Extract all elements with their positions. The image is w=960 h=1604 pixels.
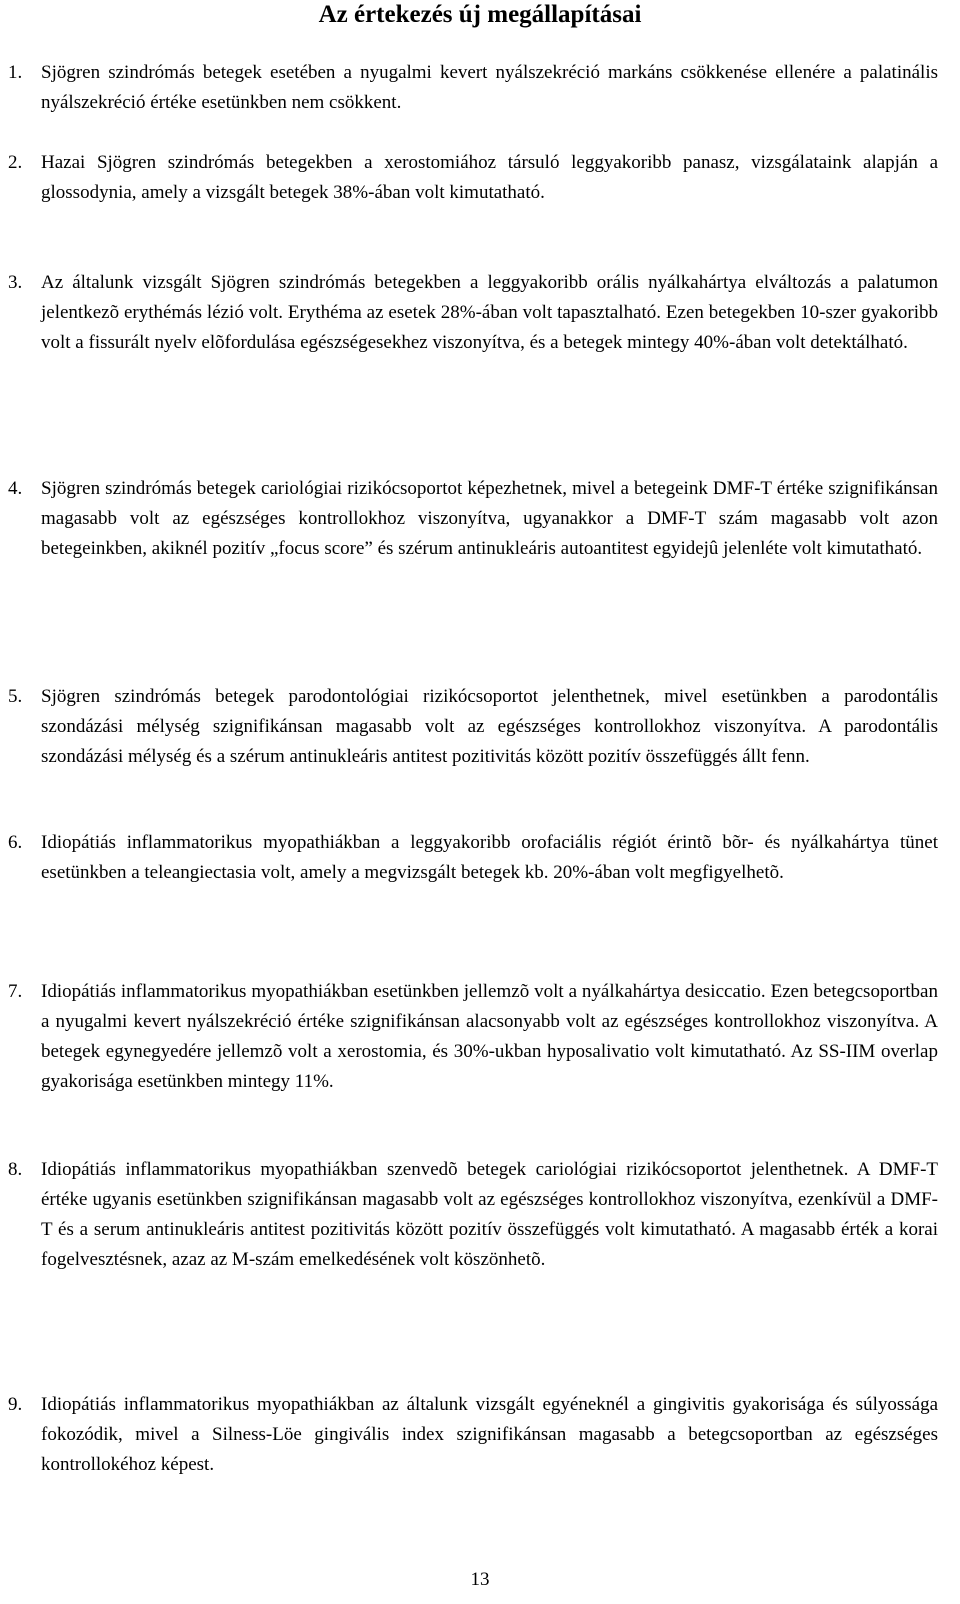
- item-text: Idiopátiás inflammatorikus myopathiákban az általunk vizsgált egyéneknél a gingivitis gyakorisága és súlyossága fokozódik, mivel a Silness-Löe gingivális index szignifikánsan magasabb a betegcsoportban az egészséges kontrollokéhoz képest.: [41, 1394, 938, 1475]
- item-text: Az általunk vizsgált Sjögren szindrómás betegekben a leggyakoribb orális nyálkahártya elváltozás a palatumon jelentkezõ erythémás lézió volt. Erythéma az esetek 28%-ában volt tapasztalható. Ezen betegekben 10-szer gyakoribb volt a fissurált nyelv elõfordulása egészségesekhez viszonyítva, és a betegek mintegy 40%-ában volt detektálható.: [41, 272, 938, 353]
- item-number: 1.: [8, 62, 23, 83]
- item-number: 2.: [8, 152, 23, 173]
- finding-item-1: [8, 58, 938, 118]
- item-text: Idiopátiás inflammatorikus myopathiákban szenvedõ betegek cariológiai rizikócsoportot jelenthetnek. A DMF-T értéke ugyanis esetünkben szignifikánsan magasabb volt az egészséges kontrollokhoz viszonyítva, ezenkívül a DMF-T és a serum antinukleáris antitest pozitivitás között pozitív összefüggés volt kimutatható. A magasabb érték a korai fogelvesztésnek, azaz az M-szám emelkedésének volt köszönhetõ.: [41, 1159, 938, 1270]
- item-text: Hazai Sjögren szindrómás betegekben a xerostomiához társuló leggyakoribb panasz, vizsgálataink alapján a glossodynia, amely a vizsgált betegek 38%-ában volt kimutatható.: [41, 152, 938, 203]
- item-text: Sjögren szindrómás betegek cariológiai rizikócsoportot képezhetnek, mivel a betegeink DMF-T értéke szignifikánsan magasabb volt az egészséges kontrollokhoz viszonyítva, ugyanakkor a DMF-T szám magasabb volt azon betegeinkben, akiknél pozitív „focus score” és szérum antinukleáris autoantitest egyidejû jelenléte volt kimutatható.: [41, 478, 938, 559]
- finding-item-8: [8, 1155, 938, 1275]
- item-number: 6.: [8, 832, 23, 853]
- item-text: Idiopátiás inflammatorikus myopathiákban a leggyakoribb orofaciális régiót érintõ bõr- és nyálkahártya tünet esetünkben a teleangiectasia volt, amely a megvizsgált betegek kb. 20%-ában volt megfigyelhetõ.: [41, 832, 938, 883]
- page-title: Az értekezés új megállapításai: [318, 1, 642, 28]
- finding-item-2: [8, 148, 938, 208]
- item-number: 8.: [8, 1159, 23, 1180]
- item-text: Sjögren szindrómás betegek esetében a nyugalmi kevert nyálszekréció markáns csökkenése ellenére a palatinális nyálszekréció értéke esetünkben nem csökkent.: [41, 62, 938, 113]
- finding-item-4: [8, 474, 938, 564]
- item-number: 7.: [8, 981, 23, 1002]
- item-number: 9.: [8, 1394, 23, 1415]
- item-number: 5.: [8, 686, 23, 707]
- finding-item-3: [8, 268, 938, 358]
- item-text: Sjögren szindrómás betegek parodontológiai rizikócsoportot jelenthetnek, mivel esetünkben a parodontális szondázási mélység szignifikánsan magasabb volt az egészséges kontrollokhoz viszonyítva. A parodontális szondázási mélység és a szérum antinukleáris antitest pozitivitás között pozitív összefüggés állt fenn.: [41, 686, 938, 767]
- item-number: 3.: [8, 272, 23, 293]
- finding-item-6: [8, 828, 938, 888]
- finding-item-7: [8, 977, 938, 1097]
- finding-item-5: [8, 682, 938, 772]
- finding-item-9: [8, 1390, 938, 1480]
- item-number: 4.: [8, 478, 23, 499]
- page-number: 13: [470, 1569, 490, 1590]
- item-text: Idiopátiás inflammatorikus myopathiákban esetünkben jellemzõ volt a nyálkahártya desiccatio. Ezen betegcsoportban a nyugalmi kevert nyálszekréció értéke szignifikánsan alacsonyabb volt az egészséges kontrollokhoz viszonyítva. A betegek egynegyedére jellemzõ volt a xerostomia, és 30%-ukban hyposalivatio volt kimutatható. Az SS-IIM overlap gyakorisága esetünkben mintegy 11%.: [41, 981, 938, 1092]
